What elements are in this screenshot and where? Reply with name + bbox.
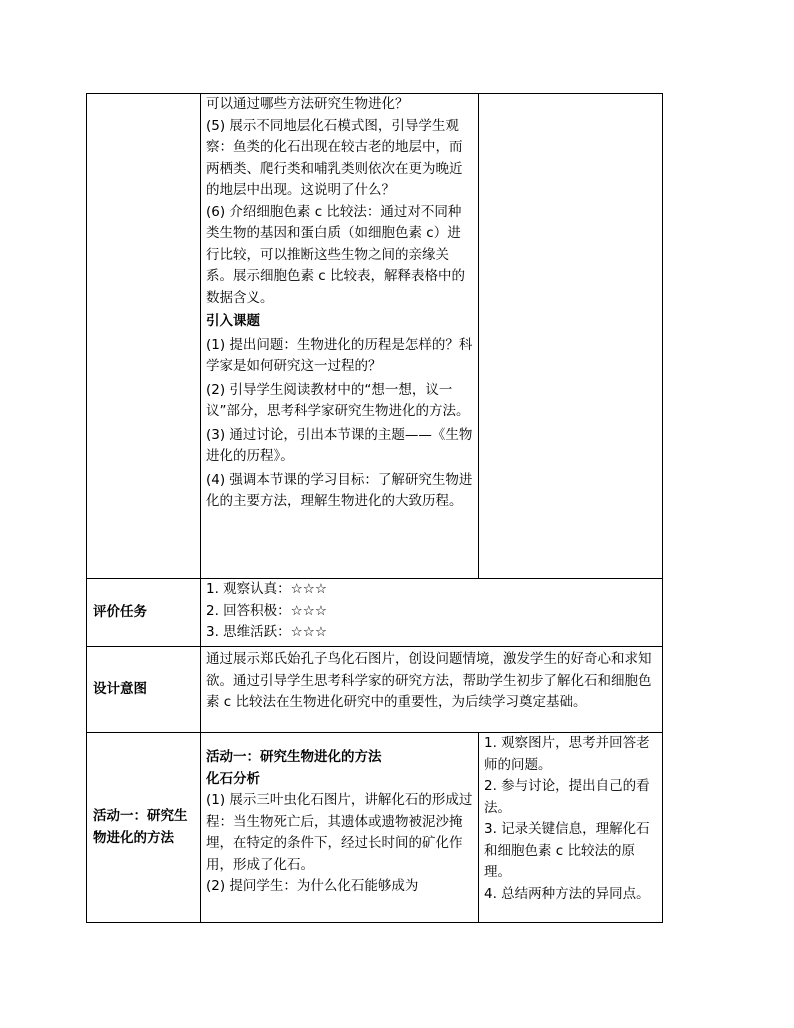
intro-student-cell (479, 94, 663, 579)
student-activity-item: 3. 记录关键信息，理解化石和细胞色素 c 比较法的原理。 (484, 821, 650, 880)
activity-one-subtitle: 化石分析 (206, 770, 260, 787)
table-row-intro (87, 94, 663, 579)
intro-item: (4) 强调本节课的学习目标：了解研究生物进化的主要方法，理解生物进化的大致历程。 (206, 471, 473, 509)
intro-label-cell (87, 94, 201, 579)
design-label: 设计意图 (87, 647, 201, 733)
intro-item: (2) 引导学生阅读教材中的“想一想，议一议”部分，思考科学家研究生物进化的方法。 (206, 381, 470, 419)
intro-content-cell (201, 94, 479, 579)
section-heading: 引入课题 (206, 313, 260, 329)
design-content-cell (201, 647, 663, 733)
activity-one-item: (2) 提问学生：为什么化石能够成为 (206, 878, 419, 894)
table-row-evaluation (87, 579, 663, 647)
evaluation-item: 2. 回答积极：☆☆☆ (206, 602, 327, 619)
intro-item: (3) 通过讨论，引出本节课的主题——《生物进化的历程》。 (206, 426, 473, 464)
table-row-design (87, 647, 663, 733)
activity-one-label: 活动一：研究生物进化的方法 (87, 733, 201, 923)
design-text: 通过展示郑氏始孔子鸟化石图片，创设问题情境，激发学生的好奇心和求知欲。通过引导学生思考科学家的研究方法，帮助学生初步了解化石和细胞色素 c 比较法在生物进化研究中的重要性，为后续学习奠定基础。 (206, 651, 652, 710)
table-row-activity-one (87, 733, 663, 923)
lesson-plan-table (86, 93, 663, 923)
activity-one-student-cell (479, 733, 663, 923)
student-activity-item: 2. 参与讨论，提出自己的看法。 (484, 778, 650, 816)
intro-paragraph: 可以通过哪些方法研究生物进化？ (206, 96, 409, 112)
activity-one-content-cell (201, 733, 479, 923)
evaluation-item: 1. 观察认真：☆☆☆ (206, 581, 327, 597)
evaluation-label: 评价任务 (87, 579, 201, 647)
evaluation-item: 3. 思维活跃：☆☆☆ (206, 624, 327, 640)
intro-paragraph: (5) 展示不同地层化石模式图，引导学生观察：鱼类的化石出现在较古老的地层中，而两栖类、爬行类和哺乳类则依次在更为晚近的地层中出现。这说明了什么？ (206, 117, 463, 198)
evaluation-content-cell (201, 579, 663, 647)
activity-one-item: (1) 展示三叶虫化石图片，讲解化石的形成过程：当生物死亡后，其遗体或遗物被泥沙掩埋，在特定的条件下，经过长时间的矿化作用，形成了化石。 (206, 792, 473, 873)
intro-paragraph: (6) 介绍细胞色素 c 比较法：通过对不同种类生物的基因和蛋白质（如细胞色素 c）进行比较，可以推断这些生物之间的亲缘关系。展示细胞色素 c 比较表，解释表格中的数据含义。 (206, 203, 466, 306)
student-activity-item: 4. 总结两种方法的异同点。 (484, 885, 650, 902)
student-activity-item: 1. 观察图片，思考并回答老师的问题。 (484, 735, 650, 773)
intro-item: (1) 提出问题：生物进化的历程是怎样的？科学家是如何研究这一过程的？ (206, 336, 473, 374)
activity-one-title: 活动一：研究生物进化的方法 (206, 749, 382, 765)
